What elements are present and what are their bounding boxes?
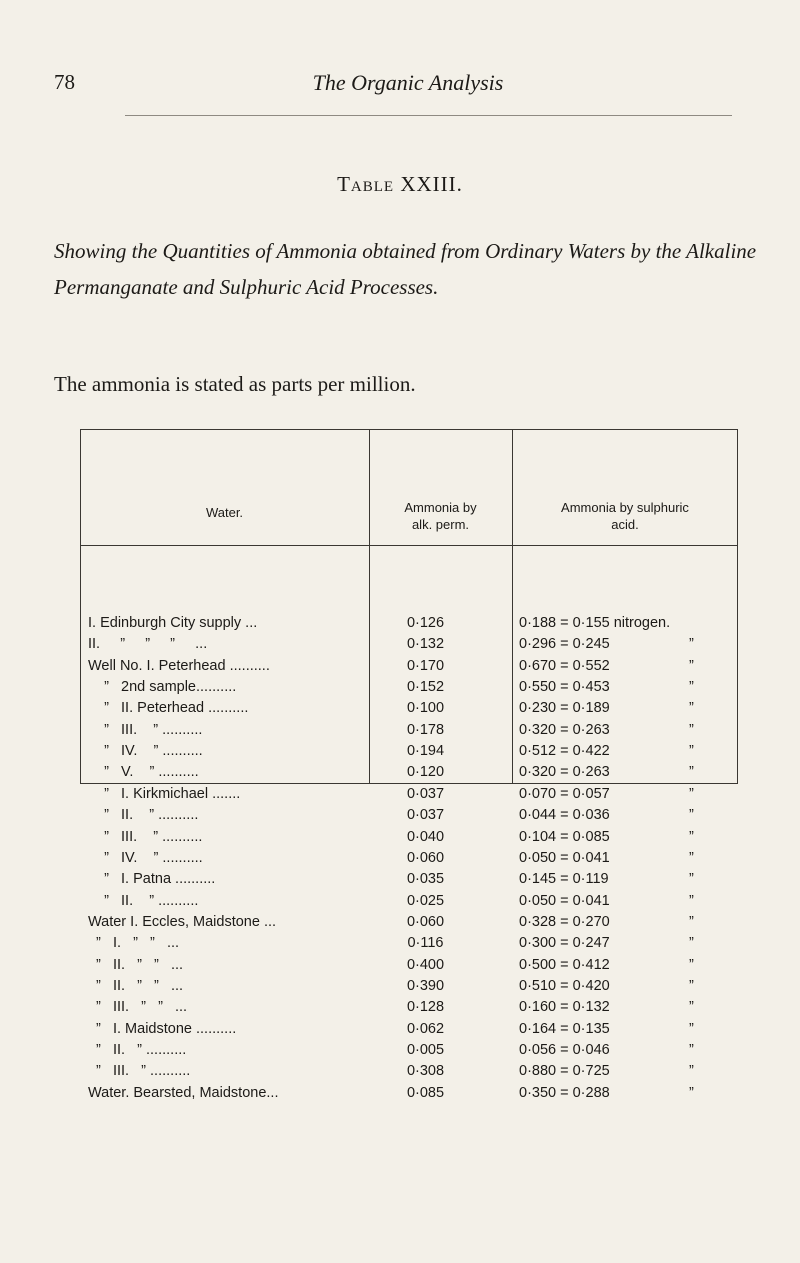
table-row [88,764,748,786]
alk-perm-value-cell: 0·060 [406,849,445,866]
table-row [88,615,748,637]
water-source-cell: ” IV. ” .......... [88,849,203,866]
sulphuric-acid-value: 0·320 = 0·263 [519,764,610,781]
running-title: The Organic Analysis [312,70,504,95]
table-row [88,636,748,658]
sulphuric-acid-value-cell [519,999,749,1015]
table-row [88,871,748,893]
sulphuric-acid-value-cell [519,786,749,802]
sulphuric-acid-value-cell [519,700,749,716]
alk-perm-value-cell: 0·060 [406,913,445,930]
sulphuric-acid-value: 0·328 = 0·270 [519,913,610,930]
sulphuric-acid-value: 0·500 = 0·412 [519,956,610,973]
water-source-cell: ” IV. ” .......... [88,743,203,760]
table-row [88,850,748,872]
water-source-cell: ” II. ” ” ... [88,956,184,973]
table-row [88,914,748,936]
alk-perm-value-cell: 0·126 [406,615,445,631]
table-left-rule [80,429,81,784]
ditto-mark: ” [689,807,694,824]
column-header-alk-perm: Ammonia by alk. perm. [404,500,477,532]
ditto-mark: ” [689,1042,694,1058]
sulphuric-acid-value-cell [519,636,749,652]
sulphuric-acid-value-cell [519,829,749,845]
sulphuric-acid-value-cell [519,957,749,973]
water-source-cell: II. ” ” ” ... [88,636,208,653]
table-row [88,658,748,680]
sulphuric-acid-value: 0·320 = 0·263 [519,721,610,738]
ditto-mark: ” [689,828,694,845]
table-caption: Showing the Quantities of Ammonia obtained from Ordinary Waters by the Alkaline Permanganate and Sulphuric Acid Processes. [54,239,757,299]
sulphuric-acid-value: 0·350 = 0·288 [519,1084,610,1101]
header-rule [125,115,732,116]
ditto-mark: ” [689,1084,694,1101]
ditto-mark: ” [689,785,694,802]
ditto-mark: ” [689,721,694,738]
table-row [88,957,748,979]
table-row [88,786,748,808]
sulphuric-acid-value: 0·230 = 0·189 [519,700,610,717]
alk-perm-value-cell: 0·116 [407,935,444,952]
water-source-cell: ” III. ” .......... [88,1063,191,1080]
sulphuric-acid-value: 0·296 = 0·245 [519,636,610,653]
water-source-cell: ” 2nd sample.......... [88,679,237,696]
sulphuric-acid-value-cell [519,850,749,866]
sulphuric-acid-value-cell [519,1085,749,1101]
alk-perm-value-cell: 0·005 [406,1042,445,1058]
water-source-cell: I. Edinburgh City supply ... [88,615,258,631]
table-header-rule [80,545,738,546]
sulphuric-acid-value-cell [519,743,749,759]
ditto-mark: ” [689,764,694,781]
table-row [88,935,748,957]
ditto-mark: ” [689,935,694,952]
alk-perm-value-cell: 0·178 [406,721,445,738]
sulphuric-acid-value-cell [519,978,749,994]
table-row [88,999,748,1021]
water-source-cell: ” II. ” .......... [88,807,199,824]
ditto-mark: ” [689,743,694,760]
table-top-rule [80,429,738,430]
table-row [88,807,748,829]
alk-perm-value-cell: 0·035 [406,871,445,888]
table-row [88,722,748,744]
sulphuric-acid-value: 0·070 = 0·057 [519,785,610,802]
table-row [88,1063,748,1085]
page-header [54,70,762,100]
ditto-mark: ” [689,913,694,930]
sulphuric-acid-value-cell [519,807,749,823]
alk-perm-value-cell: 0·194 [406,743,445,760]
water-source-cell: ” II. ” .......... [88,892,199,909]
ditto-mark: ” [689,657,694,674]
sulphuric-acid-value-cell [519,893,749,909]
alk-perm-value-cell: 0·390 [406,977,445,994]
water-source-cell: ” III. ” ” ... [88,999,188,1016]
ditto-mark: ” [689,700,694,717]
table-row [88,1042,748,1064]
alk-perm-value-cell: 0·037 [406,807,445,824]
water-source-cell: ” I. ” ” ... [88,935,180,952]
alk-perm-value-cell: 0·128 [406,999,445,1016]
sulphuric-acid-value: 0·050 = 0·041 [519,849,610,866]
sulphuric-acid-value: 0·880 = 0·725 [519,1063,610,1080]
sulphuric-acid-value: 0·164 = 0·135 [519,1020,610,1037]
water-source-cell: ” II. ” .......... [88,1042,187,1058]
sulphuric-acid-value-cell [519,871,749,887]
table-row [88,978,748,1000]
alk-perm-value-cell: 0·062 [406,1020,445,1037]
sulphuric-acid-value-cell [519,658,749,674]
water-source-cell: Water. Bearsted, Maidstone... [88,1084,279,1101]
sulphuric-acid-value-cell [519,1042,749,1058]
page-number: 78 [54,70,75,94]
ditto-mark: ” [689,1020,694,1037]
sulphuric-acid-value: 0·050 = 0·041 [519,892,610,909]
sulphuric-acid-value: 0·145 = 0·119 [519,871,609,888]
ditto-mark: ” [689,849,694,866]
alk-perm-value-cell: 0·132 [406,636,445,653]
table-title: Table XXIII. [337,172,463,196]
alk-perm-value-cell: 0·040 [406,828,445,845]
sulphuric-acid-value: 0·104 = 0·085 [519,828,610,845]
table-row [88,700,748,722]
water-source-cell: Water I. Eccles, Maidstone ... [88,913,277,930]
sulphuric-acid-value-cell [519,1063,749,1079]
water-source-cell: ” V. ” .......... [88,764,199,781]
alk-perm-value-cell: 0·085 [406,1084,445,1101]
sulphuric-acid-value: 0·160 = 0·132 [519,999,610,1016]
sulphuric-acid-value: 0·512 = 0·422 [519,743,610,760]
ditto-mark: ” [689,871,694,888]
water-source-cell: ” I. Patna .......... [88,871,216,888]
sulphuric-acid-value-cell [519,615,749,631]
water-source-cell: ” I. Maidstone .......... [88,1020,237,1037]
table-row [88,829,748,851]
sulphuric-acid-value: 0·670 = 0·552 [519,657,610,674]
water-source-cell: ” II. Peterhead .......... [88,700,249,717]
alk-perm-value-cell: 0·400 [406,956,445,973]
ditto-mark: ” [689,1063,694,1080]
alk-perm-value-cell: 0·152 [406,679,445,696]
ditto-mark: ” [689,999,694,1016]
ditto-mark: ” [689,636,694,653]
alk-perm-value-cell: 0·308 [406,1063,445,1080]
alk-perm-value-cell: 0·037 [406,785,445,802]
water-source-cell: ” III. ” .......... [88,828,203,845]
water-source-cell: Well No. I. Peterhead .......... [88,657,270,674]
alk-perm-value-cell: 0·025 [406,892,445,909]
table-row [88,743,748,765]
column-header-sulphuric-acid: Ammonia by sulphuric acid. [561,500,689,532]
sulphuric-acid-value-cell [519,722,749,738]
sulphuric-acid-value-cell [519,914,749,930]
sulphuric-acid-value-cell [519,935,749,951]
alk-perm-value-cell: 0·100 [406,700,445,717]
alk-perm-value-cell: 0·170 [406,657,445,674]
table-row [88,1021,748,1043]
ditto-mark: ” [689,977,694,994]
units-note: The ammonia is stated as parts per million. [54,372,416,396]
sulphuric-acid-value-cell [519,679,749,695]
ditto-mark: ” [689,679,694,696]
sulphuric-acid-value-cell [519,1021,749,1037]
ditto-mark: ” [689,956,694,973]
sulphuric-acid-value-cell [519,764,749,780]
sulphuric-acid-value: 0·550 = 0·453 [519,679,610,696]
sulphuric-acid-value: 0·188 = 0·155 nitrogen. [519,615,671,631]
ditto-mark: ” [689,892,694,909]
water-source-cell: ” I. Kirkmichael ....... [88,785,241,802]
alk-perm-value-cell: 0·120 [406,764,445,781]
table-row [88,893,748,915]
column-header-water: Water. [205,505,244,520]
sulphuric-acid-value: 0·300 = 0·247 [519,935,610,952]
water-source-cell: ” II. ” ” ... [88,977,184,994]
water-source-cell: ” III. ” .......... [88,721,203,738]
sulphuric-acid-value: 0·044 = 0·036 [519,807,610,824]
table-row [88,679,748,701]
sulphuric-acid-value: 0·056 = 0·046 [519,1042,610,1058]
table-row [88,1085,748,1107]
sulphuric-acid-value: 0·510 = 0·420 [519,977,610,994]
